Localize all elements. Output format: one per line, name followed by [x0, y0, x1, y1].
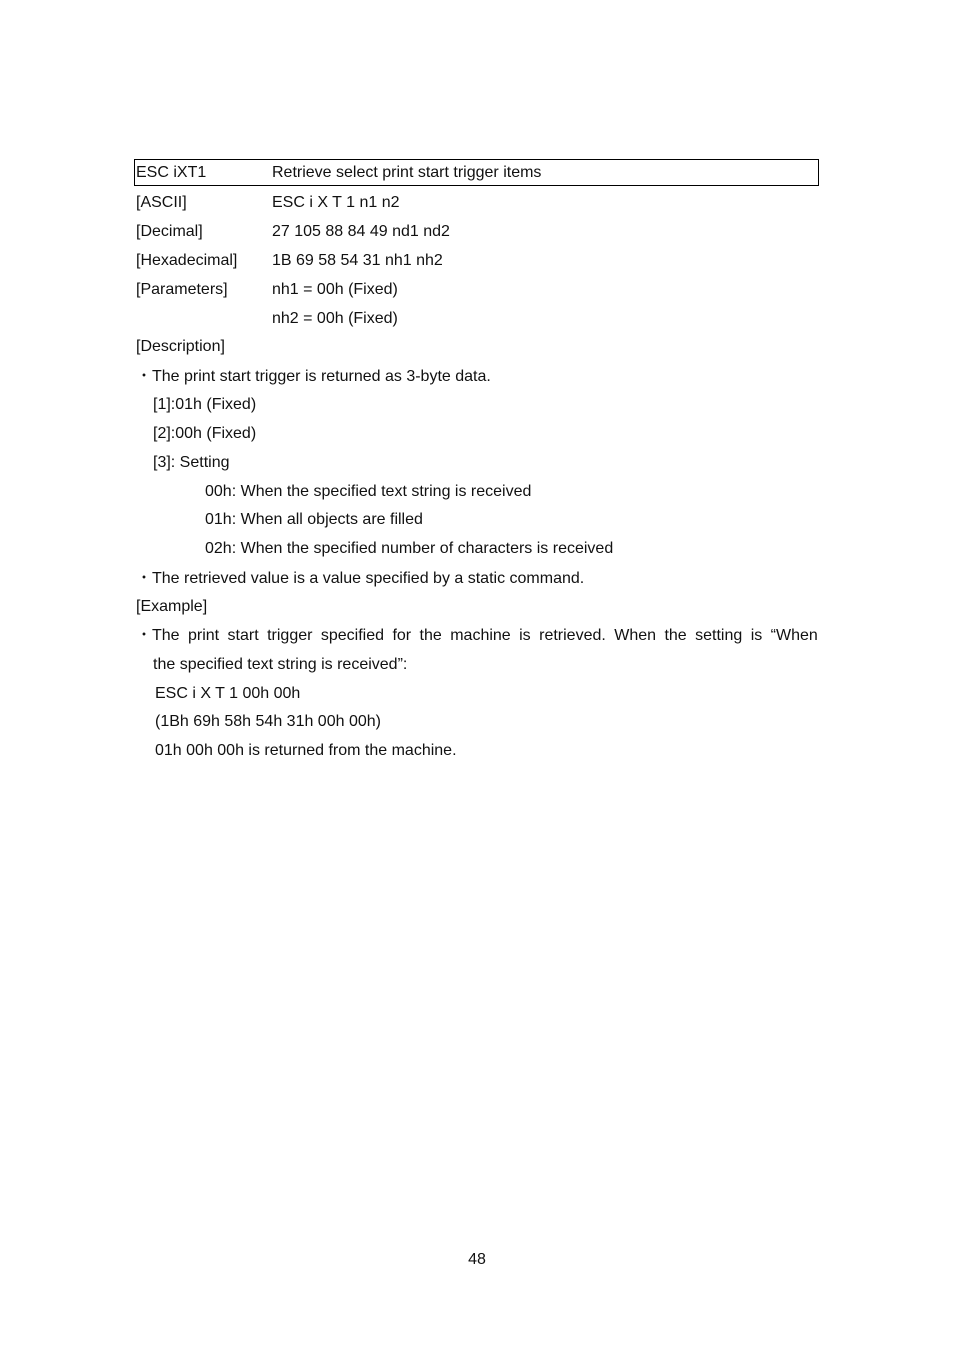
description-item-2: [2]:00h (Fixed) [153, 425, 257, 442]
example-word: is [519, 627, 531, 644]
example-word: the [664, 627, 687, 644]
example-word: start [227, 627, 259, 644]
example-word: machine [450, 627, 511, 644]
setting-00h: 00h: When the specified text string is received [205, 483, 532, 500]
example-word: print [188, 627, 220, 644]
example-word: is [750, 627, 763, 644]
spec-label-hexadecimal: [Hexadecimal] [136, 252, 238, 269]
description-item-1: [1]:01h (Fixed) [153, 396, 257, 413]
description-bullet-2: ・The retrieved value is a value specified by a static command. [136, 570, 585, 587]
spec-value-nh1: nh1 = 00h (Fixed) [272, 281, 398, 298]
description-bullet-1: ・The print start trigger is returned as 3-byte data. [136, 368, 491, 385]
spec-value-decimal: 27 105 88 84 49 nd1 nd2 [272, 223, 450, 240]
spec-value-hexadecimal: 1B 69 58 54 31 nh1 nh2 [272, 252, 443, 269]
example-line-ascii: ESC i X T 1 00h 00h [155, 685, 301, 702]
example-word: trigger [267, 627, 313, 644]
setting-02h: 02h: When the specified number of characters is received [205, 540, 614, 557]
example-heading: [Example] [136, 598, 208, 615]
command-name: ESC iXT1 [136, 164, 207, 181]
command-title: Retrieve select print start trigger items [272, 164, 542, 181]
spec-label-parameters: [Parameters] [136, 281, 228, 298]
example-bullet-continuation: the specified text string is received”: [153, 656, 408, 673]
example-word: When [614, 627, 657, 644]
page-number: 48 [468, 1251, 486, 1268]
example-word: setting [695, 627, 743, 644]
example-word: specified [320, 627, 385, 644]
example-bullet-line [136, 626, 818, 646]
example-line-result: 01h 00h 00h is returned from the machine. [155, 742, 457, 759]
example-word: the [419, 627, 442, 644]
description-item-3: [3]: Setting [153, 454, 230, 471]
spec-value-ascii: ESC i X T 1 n1 n2 [272, 194, 400, 211]
example-word: “When [770, 627, 818, 644]
example-word: ・The [136, 627, 180, 644]
spec-label-ascii: [ASCII] [136, 194, 187, 211]
example-line-hex: (1Bh 69h 58h 54h 31h 00h 00h) [155, 713, 381, 730]
spec-value-nh2: nh2 = 00h (Fixed) [272, 310, 398, 327]
setting-01h: 01h: When all objects are filled [205, 511, 423, 528]
description-heading: [Description] [136, 338, 225, 355]
example-word: for [392, 627, 412, 644]
example-word: retrieved. [539, 627, 606, 644]
spec-label-decimal: [Decimal] [136, 223, 203, 240]
